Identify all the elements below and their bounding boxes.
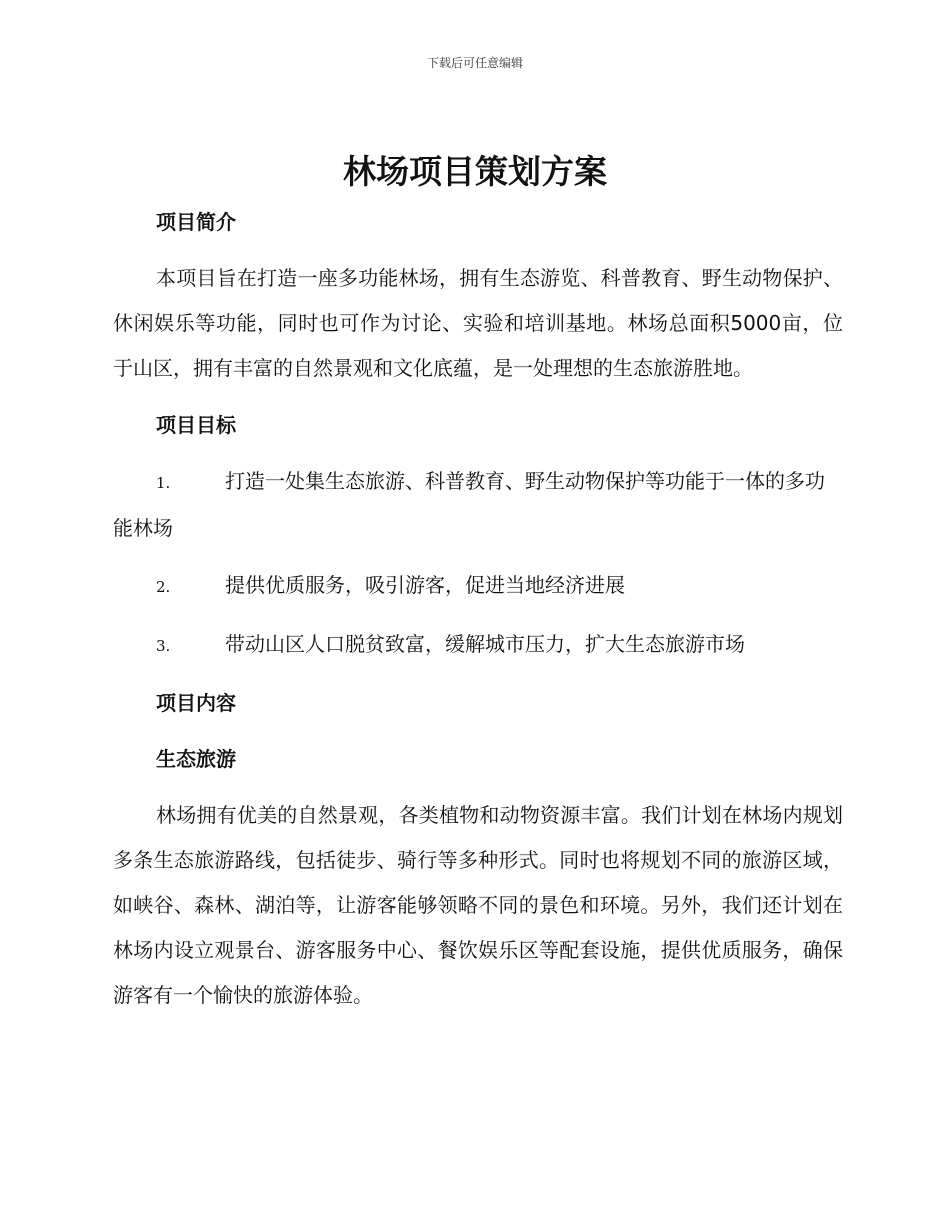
section-heading-content: 项目内容 (156, 691, 236, 715)
goal-number: 3. (156, 637, 171, 655)
goal-item-1 (113, 459, 843, 551)
eco-tourism-paragraph: 林场拥有优美的自然景观，各类植物和动物资源丰富。我们计划在林场内规划多条生态旅游路线，包括徒步、骑行等多种形式。同时也将规划不同的旅游区域，如峡谷、森林、湖泊等，让游客能够领略不同的景色和环境。另外，我们还计划在林场内设立观景台、游客服务中心、餐饮娱乐区等配套设施，提供优质服务，确保游客有一个愉快的旅游体验。 (113, 803, 843, 1007)
goal-text: 带动山区人口脱贫致富，缓解城市压力，扩大生态旅游市场 (225, 632, 745, 656)
document-body (113, 200, 843, 1018)
goal-number: 2. (156, 578, 171, 596)
document-title: 林场项目策划方案 (343, 152, 607, 191)
intro-paragraph: 本项目旨在打造一座多功能林场，拥有生态游览、科普教育、野生动物保护、休闲娱乐等功能，同时也可作为讨论、实验和培训基地。林场总面积5000亩，位于山区，拥有丰富的自然景观和文化底蕴，是一处理想的生态旅游胜地。 (113, 266, 843, 380)
section-heading-goals: 项目目标 (156, 413, 236, 437)
goal-number: 1. (156, 474, 171, 492)
goal-text: 打造一处集生态旅游、科普教育、野生动物保护等功能于一体的多功能林场 (113, 469, 825, 540)
section-heading-intro: 项目简介 (156, 210, 236, 234)
goal-item-2 (113, 563, 843, 610)
section-heading-eco-tourism: 生态旅游 (156, 747, 236, 771)
goal-item-3 (113, 622, 843, 669)
goal-text: 提供优质服务，吸引游客，促进当地经济进展 (225, 573, 625, 597)
header-note: 下载后可任意编辑 (426, 56, 523, 70)
